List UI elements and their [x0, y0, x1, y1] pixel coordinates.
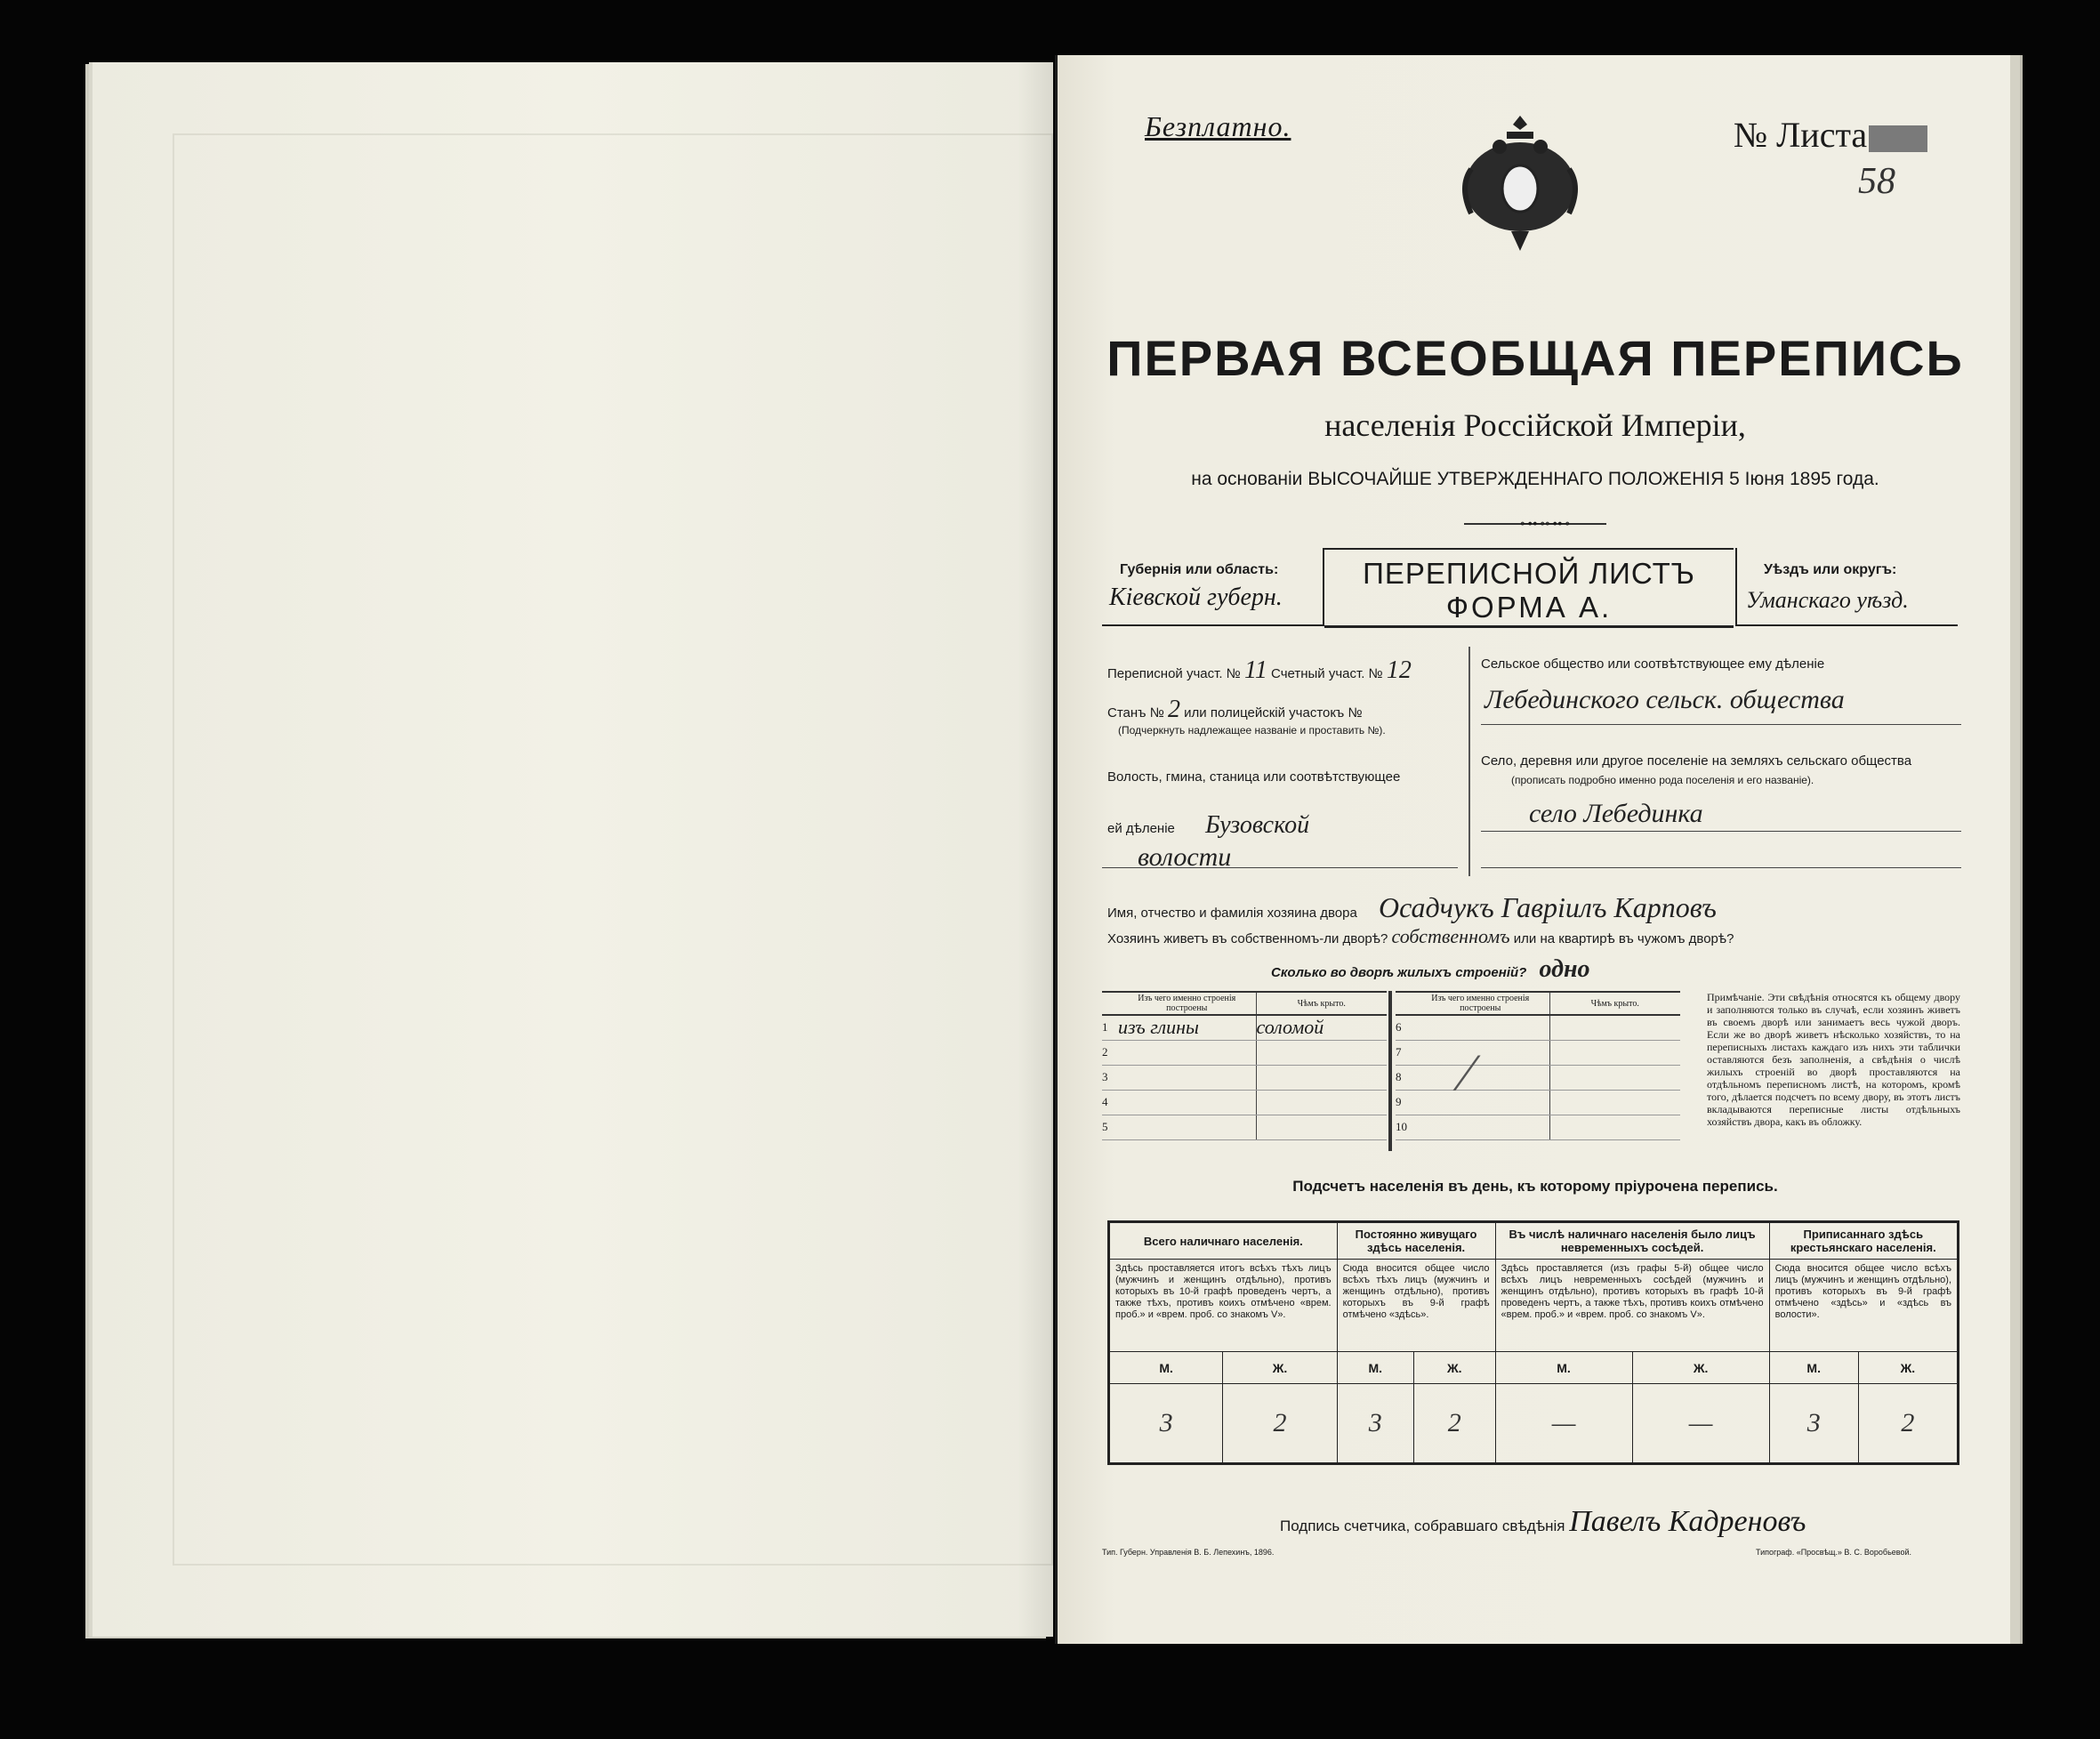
- permanent-male-value: 3: [1337, 1384, 1413, 1464]
- male-label: М.: [1337, 1352, 1413, 1384]
- census-subtitle: населенія Россійской Имперіи,: [1324, 407, 1746, 443]
- uezd-label: Уѣздъ или округъ:: [1764, 562, 1897, 577]
- table-row: 4: [1102, 1090, 1387, 1115]
- material-value: изъ глины: [1118, 1016, 1199, 1039]
- owner-row: [1107, 891, 1717, 924]
- handwritten-slash-mark: ⁄: [1462, 1043, 1472, 1102]
- free-of-charge-label: Безплатно.: [1145, 110, 1291, 142]
- col-material-header-2: Изъ чего именно строенія построены: [1412, 992, 1549, 1015]
- signature-row: [1280, 1505, 1806, 1539]
- peasant-female-value: 2: [1858, 1384, 1958, 1464]
- table-row: 8: [1396, 1065, 1680, 1090]
- buildings-row: [1271, 955, 1590, 984]
- col-permanent-desc: Сюда вносится общее число всѣхъ тѣхъ лицъ (мужчинъ и женщинъ отдѣльно), противъ которыхъ въ 9-й графѣ отмѣчено «здѣсь».: [1337, 1260, 1495, 1352]
- column-divider: [1468, 647, 1470, 876]
- table-row: 10: [1396, 1115, 1680, 1139]
- stan-row: [1107, 696, 1363, 724]
- female-label: Ж.: [1632, 1352, 1769, 1384]
- tables-divider: [1388, 991, 1392, 1151]
- col-material-header: Изъ чего именно строенія построены: [1118, 992, 1256, 1015]
- table-row: 1 изъ глины соломой: [1102, 1015, 1387, 1040]
- gubernia-box: [1102, 548, 1324, 626]
- col-total-header: Всего наличнаго населенія.: [1109, 1222, 1338, 1260]
- volost-label: Волость, гмина, станица или соотвѣтствующее: [1107, 769, 1401, 785]
- col-permanent-header: Постоянно живущаго здѣсь населенія.: [1337, 1222, 1495, 1260]
- imprint-right: Типограф. «Просвѣщ.» В. С. Воробьевой.: [1756, 1548, 1911, 1557]
- schetny-label: Счетный участ. №: [1271, 666, 1383, 681]
- female-label: Ж.: [1858, 1352, 1958, 1384]
- uchastok-row: [1107, 656, 1412, 685]
- female-label: Ж.: [1223, 1352, 1337, 1384]
- table-row: 5: [1102, 1115, 1387, 1139]
- census-title: ПЕРВАЯ ВСЕОБЩАЯ ПЕРЕПИСЬ: [1106, 330, 1964, 386]
- buildings-label: Сколько во дворѣ жилыхъ строеній?: [1271, 965, 1527, 980]
- sheet-number-text: № Листа: [1734, 115, 1868, 155]
- spine-shadow: [1018, 62, 1053, 1637]
- stan-label: Станъ №: [1107, 705, 1164, 721]
- volost-value-2: волости: [1138, 842, 1232, 872]
- ornament-glyph: ⊶⊷⊶⊷: [1520, 518, 1570, 531]
- table-row: 2: [1102, 1040, 1387, 1065]
- total-male-value: 3: [1109, 1384, 1223, 1464]
- male-label: М.: [1109, 1352, 1223, 1384]
- selo-value: село Лебединка: [1529, 799, 1703, 828]
- uchastok-label: Переписной участ. №: [1107, 666, 1241, 681]
- signature-value: Павелъ Кадреновъ: [1569, 1505, 1806, 1538]
- owner-value: Осадчукъ Гавріилъ Карповъ: [1379, 891, 1717, 923]
- stan-rest-label: или полицейскій участокъ №: [1184, 705, 1363, 721]
- lives-row: [1107, 925, 1734, 948]
- signature-label: Подпись счетчика, собравшаго свѣдѣнія: [1280, 1518, 1565, 1534]
- male-label: М.: [1769, 1352, 1858, 1384]
- form-title-box: [1324, 548, 1734, 628]
- stan-value: 2: [1167, 696, 1180, 723]
- census-form-page: [1055, 55, 2010, 1644]
- volost-label-2: ей дѣленіе: [1107, 821, 1175, 836]
- lives-value: собственномъ: [1391, 925, 1510, 947]
- buildings-value: одно: [1539, 955, 1590, 983]
- sheet-number-label: [1734, 114, 1927, 156]
- imperial-eagle-emblem: [1453, 107, 1587, 258]
- col-total-desc: Здѣсь проставляется итогъ всѣхъ тѣхъ лицъ (мужчинъ и женщинъ отдѣльно), противъ которыхъ въ 10-й графѣ проведенъ чертъ, а также тѣхъ, противъ коихъ отмѣчено «врем. проб.» и «врем. проб. со знакомъ V».: [1109, 1260, 1338, 1352]
- population-count-table: [1107, 1220, 1959, 1465]
- bleed-through-frame: [173, 133, 1053, 1566]
- owner-label: Имя, отчество и фамилія хозяина двора: [1107, 906, 1357, 921]
- table-row: 9: [1396, 1090, 1680, 1115]
- obshch-value: Лебединского сельск. общества: [1484, 685, 1845, 714]
- selo-underline-2: [1481, 867, 1961, 868]
- left-blank-page: [93, 62, 1053, 1637]
- col-roof-header-2: Чѣмъ крыто.: [1549, 992, 1680, 1015]
- total-female-value: 2: [1223, 1384, 1337, 1464]
- table-row: 6: [1396, 1015, 1680, 1040]
- lives-label: Хозяинъ живетъ въ собственномъ-ли дворѣ?: [1107, 931, 1388, 946]
- col-roof-header: Чѣмъ крыто.: [1256, 992, 1387, 1015]
- volost-value: Бузовской: [1205, 811, 1310, 839]
- uezd-box: [1735, 548, 1958, 626]
- buildings-table-right: [1396, 991, 1680, 1140]
- count-title: Подсчетъ населенія въ день, къ которому пріурочена перепись.: [1292, 1178, 1778, 1195]
- selo-note: (прописать подробно именно рода поселенія и его названіе).: [1511, 774, 1814, 786]
- form-type: ФОРМА А.: [1445, 591, 1613, 624]
- obshch-underline: [1481, 724, 1961, 725]
- buildings-tables: [1102, 991, 1671, 1151]
- census-basis: на основаніи ВЫСОЧАЙШЕ УТВЕРЖДЕННАГО ПОЛОЖЕНІЯ 5 Іюня 1895 года.: [1191, 469, 1879, 489]
- volost-row: [1107, 811, 1309, 840]
- roof-value: соломой: [1256, 1016, 1324, 1039]
- buildings-note: Примѣчаніе. Эти свѣдѣнія относятся къ общему двору и заполняются только въ случаѣ, если хозяинъ живетъ въ своемъ дворѣ или занимаетъ весь чужой дворъ. Если же во дворѣ живетъ нѣсколько хозяйствъ, то на переписныхъ листахъ каждаго изъ нихъ эти таблички оставляются безъ заполненія, а свѣдѣнія о числѣ жилыхъ строеній во дворѣ проставляются на отдѣльномъ переписномъ листѣ, на которомъ, кромѣ того, дѣлается подсчетъ по всему двору, въ этотъ листъ вкладываются переписные листы отдѣльныхъ хозяйствъ двора, какъ въ обложку.: [1707, 991, 1960, 1128]
- peasant-male-value: 3: [1769, 1384, 1858, 1464]
- form-title: ПЕРЕПИСНОЙ ЛИСТЪ: [1363, 557, 1695, 590]
- col-peasant-desc: Сюда вносится общее число всѣхъ лицъ (мужчинъ и женщинъ отдѣльно), противъ которыхъ въ 9-й графѣ отмѣчено «здѣсь» и «здѣсь въ волости».: [1769, 1260, 1958, 1352]
- lives-label-2: или на квартирѣ въ чужомъ дворѣ?: [1513, 931, 1734, 946]
- sheet-number-box: [1869, 125, 1927, 152]
- col-temporary-header: Въ числѣ наличнаго населенія было лицъ невременныхъ сосѣдей.: [1495, 1222, 1769, 1260]
- selo-label: Село, деревня или другое поселеніе на земляхъ сельскаго общества: [1481, 753, 1912, 769]
- uezd-value: Уманскаго уѣзд.: [1746, 587, 1909, 613]
- male-label: М.: [1495, 1352, 1632, 1384]
- gubernia-value: Кіевской губерн.: [1109, 584, 1283, 611]
- gubernia-label: Губернія или область:: [1120, 562, 1279, 577]
- stan-note: (Подчеркнуть надлежащее названіе и проставить №).: [1118, 724, 1386, 737]
- permanent-female-value: 2: [1413, 1384, 1495, 1464]
- sheet-number-handwritten: 58: [1858, 161, 1895, 202]
- uchastok-value: 11: [1243, 656, 1267, 684]
- schetny-value: 12: [1386, 656, 1412, 684]
- selo-underline: [1481, 831, 1961, 832]
- obshch-label: Сельское общество или соотвѣтствующее ему дѣленіе: [1481, 656, 1825, 672]
- page-edge: [2010, 55, 2023, 1644]
- buildings-table-left: [1102, 991, 1387, 1140]
- col-peasant-header: Приписаннаго здѣсь крестьянскаго населенія.: [1769, 1222, 1958, 1260]
- female-label: Ж.: [1413, 1352, 1495, 1384]
- imprint-left: Тип. Губерн. Управленія В. Б. Лепехинъ, 1896.: [1102, 1548, 1275, 1557]
- col-temporary-desc: Здѣсь проставляется (изъ графы 5-й) общее число всѣхъ лицъ невременныхъ сосѣдей (мужчинъ и женщинъ отдѣльно), противъ которыхъ въ графѣ 10-й проведенъ чертъ, а также тѣхъ, противъ коихъ отмѣчено «врем. проб.» и «врем. проб. со знакомъ V».: [1495, 1260, 1769, 1352]
- temporary-female-value: —: [1632, 1384, 1769, 1464]
- volost-underline: [1102, 867, 1458, 868]
- temporary-male-value: —: [1495, 1384, 1632, 1464]
- table-row: 7: [1396, 1040, 1680, 1065]
- table-row: 3: [1102, 1065, 1387, 1090]
